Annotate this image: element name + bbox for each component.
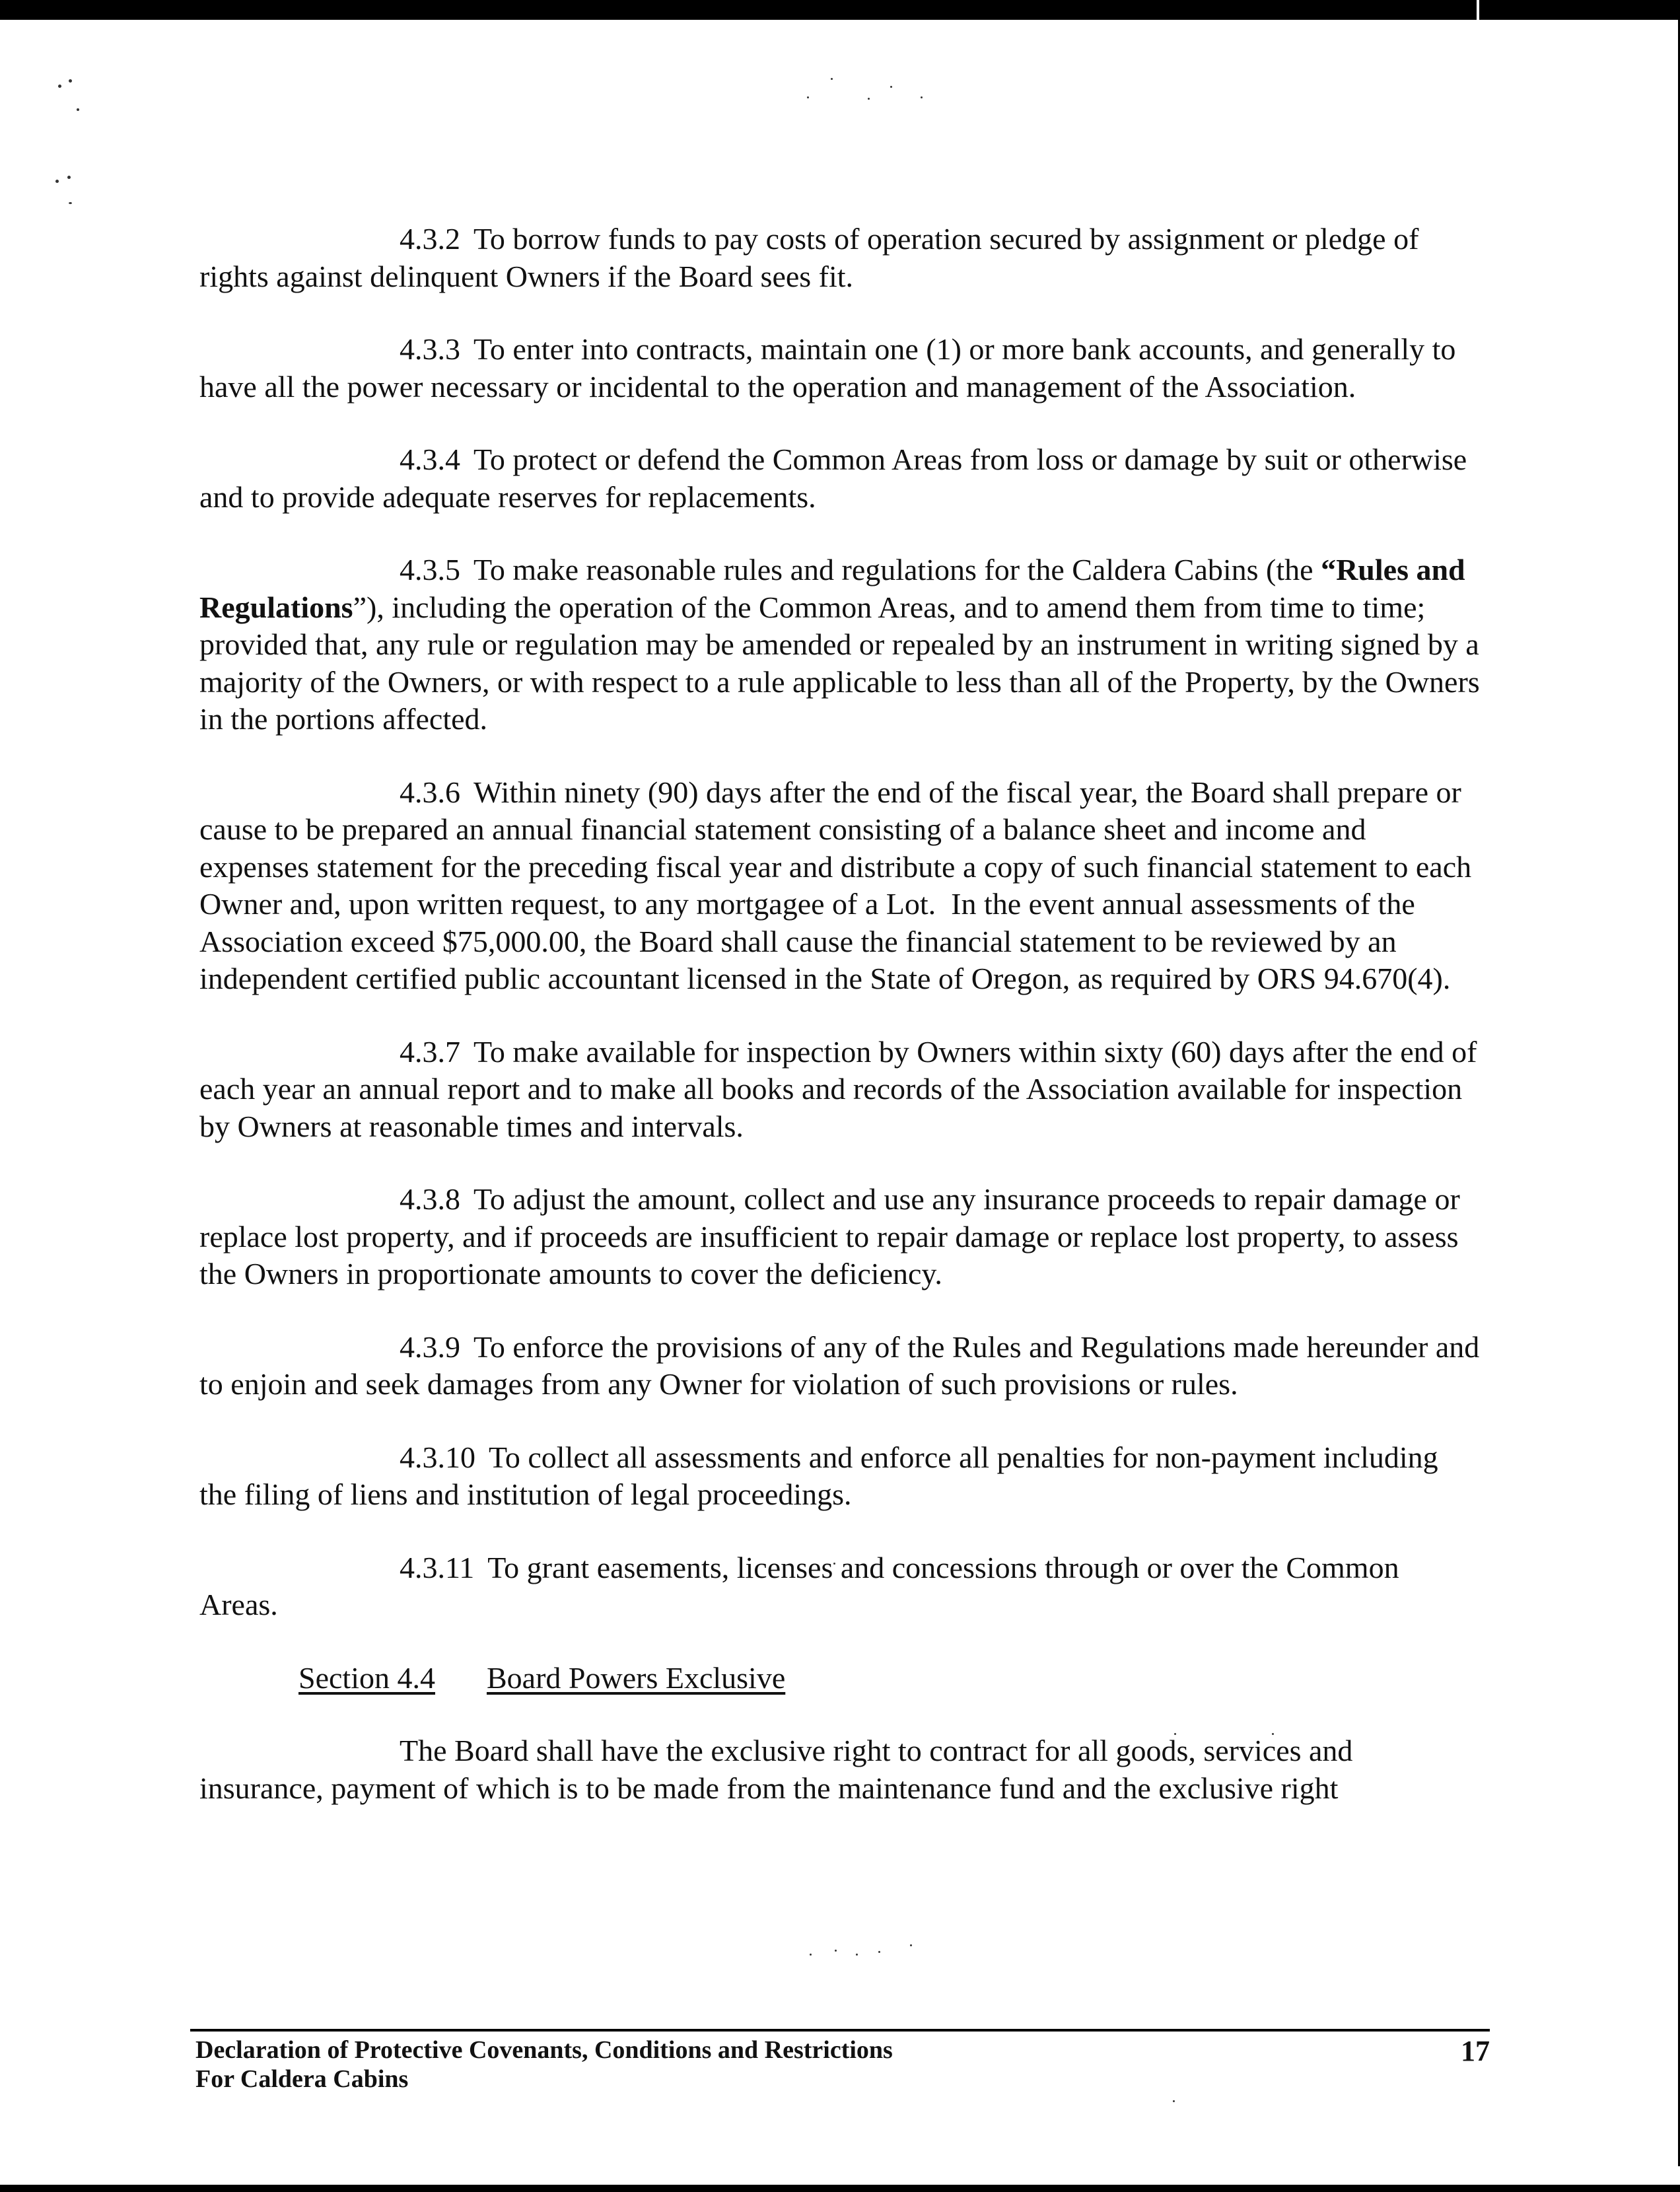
paragraph-4-3-3 — [199, 331, 1481, 406]
section-heading — [199, 1660, 1481, 1697]
paragraph-text: To adjust the amount, collect and use any insurance proceeds to repair damage or replace lost property, and if proceeds are insufficient to repair damage or replace lost property, to assess the Owners in proportionate amounts to cover the deficiency. — [199, 1182, 1460, 1290]
paragraph-4-3-11 — [199, 1549, 1481, 1624]
paragraph-4-3-8 — [199, 1181, 1481, 1293]
scan-top-notch — [1477, 0, 1479, 20]
paragraph-text: The Board shall have the exclusive right to contract for all goods, services and insurance, payment of which is to be made from the maintenance fund and the exclusive right — [199, 1734, 1353, 1805]
scan-bottom-border — [0, 2185, 1680, 2192]
footer-rule — [190, 2029, 1490, 2032]
scan-speck — [921, 96, 923, 98]
paragraph-section-4-4 — [199, 1732, 1481, 1807]
paragraph-4-3-2 — [199, 221, 1481, 295]
paragraph-text-end: ”), including the operation of the Common Areas, and to amend them from time to time; provided that, any rule or regulation may be amended or repealed by an instrument in writing signed by a majority of the Owners, or with respect to a rule applicable to less than all of the Property, by the Owners in the portions affected. — [199, 590, 1480, 736]
paragraph-text: To enforce the provisions of any of the Rules and Regulations made hereunder and to enjoin and seek damages from any Owner for violation of such provisions or rules. — [199, 1329, 1480, 1401]
page-footer — [195, 2035, 1490, 2094]
paragraph-4-3-9 — [199, 1329, 1481, 1403]
paragraph-text: To collect all assessments and enforce all penalties for non-payment including the filing of liens and institution of legal proceedings. — [199, 1440, 1438, 1511]
paragraph-text: To enter into contracts, maintain one (1) or more bank accounts, and generally to have all the power necessary or incidental to the operation and management of the Association. — [199, 332, 1456, 404]
scan-speck — [831, 78, 833, 80]
paragraph-4-3-5 — [199, 551, 1481, 738]
footer-title-line-1: Declaration of Protective Covenants, Conditions and Restrictions — [195, 2036, 893, 2064]
section-title: Board Powers Exclusive — [486, 1660, 786, 1695]
paragraph-number: 4.3.11 — [400, 1550, 475, 1584]
section-number: Section 4.4 — [298, 1660, 435, 1695]
scan-speck — [868, 98, 870, 100]
page-number: 17 — [1461, 2035, 1490, 2067]
paragraph-4-3-7 — [199, 1034, 1481, 1146]
scan-speck — [835, 1950, 837, 1952]
paragraph-number: 4.3.2 — [400, 222, 460, 256]
paragraph-4-3-6 — [199, 774, 1481, 998]
paragraph-4-3-10 — [199, 1439, 1481, 1514]
scan-speck — [910, 1944, 912, 1946]
paragraph-4-3-4 — [199, 441, 1481, 516]
scan-speck — [807, 96, 809, 98]
paragraph-text: To borrow funds to pay costs of operation secured by assignment or pledge of rights against delinquent Owners if the Board sees fit. — [199, 222, 1419, 293]
paragraph-number: 4.3.8 — [400, 1182, 460, 1216]
paragraph-number: 4.3.9 — [400, 1329, 460, 1364]
document-body — [199, 221, 1481, 1843]
scan-speck — [856, 1954, 858, 1956]
scan-top-border — [0, 0, 1680, 20]
paragraph-text: To protect or defend the Common Areas from loss or damage by suit or otherwise and to provide adequate reserves for replacements. — [199, 442, 1467, 514]
paragraph-number: 4.3.3 — [400, 332, 460, 366]
paragraph-text: Within ninety (90) days after the end of the fiscal year, the Board shall prepare or cause to be prepared an annual financial statement consisting of a balance sheet and income and expenses statement for the preceding fiscal year and distribute a copy of such financial statement to each Owner and, upon written request, to any mortgagee of a Lot. In the event annual assessments of the Association exceed $75,000.00, the Board shall cause the financial statement to be reviewed by an independent certified public accountant licensed in the State of Oregon, as required by ORS 94.670(4). — [199, 775, 1479, 995]
scan-speck — [878, 1951, 880, 1953]
footer-title-line-2: For Caldera Cabins — [195, 2065, 409, 2093]
scan-speck — [58, 85, 61, 88]
scan-speck — [810, 1954, 812, 1956]
paragraph-text: To grant easements, licenses and concessions through or over the Common Areas. — [199, 1550, 1399, 1621]
scan-speck — [77, 108, 79, 111]
scan-speck — [67, 176, 71, 179]
paragraph-text: To make available for inspection by Owners within sixty (60) days after the end of each year an annual report and to make all books and records of the Association available for inspection by Owners at reasonable times and intervals. — [199, 1034, 1477, 1143]
scan-speck — [890, 86, 892, 88]
scan-speck — [69, 202, 72, 204]
scan-speck — [55, 180, 59, 183]
paragraph-number: 4.3.4 — [400, 442, 460, 476]
scan-speck — [69, 79, 72, 83]
paragraph-number: 4.3.6 — [400, 775, 460, 809]
paragraph-number: 4.3.10 — [400, 1440, 475, 1474]
paragraph-number: 4.3.5 — [400, 553, 460, 586]
paragraph-number: 4.3.7 — [400, 1034, 460, 1069]
scan-speck — [1173, 2100, 1175, 2102]
defined-term: “Rules and Regulations — [199, 553, 1465, 624]
paragraph-text-start: To make reasonable rules and regulations for the Caldera Cabins (the — [473, 553, 1321, 586]
